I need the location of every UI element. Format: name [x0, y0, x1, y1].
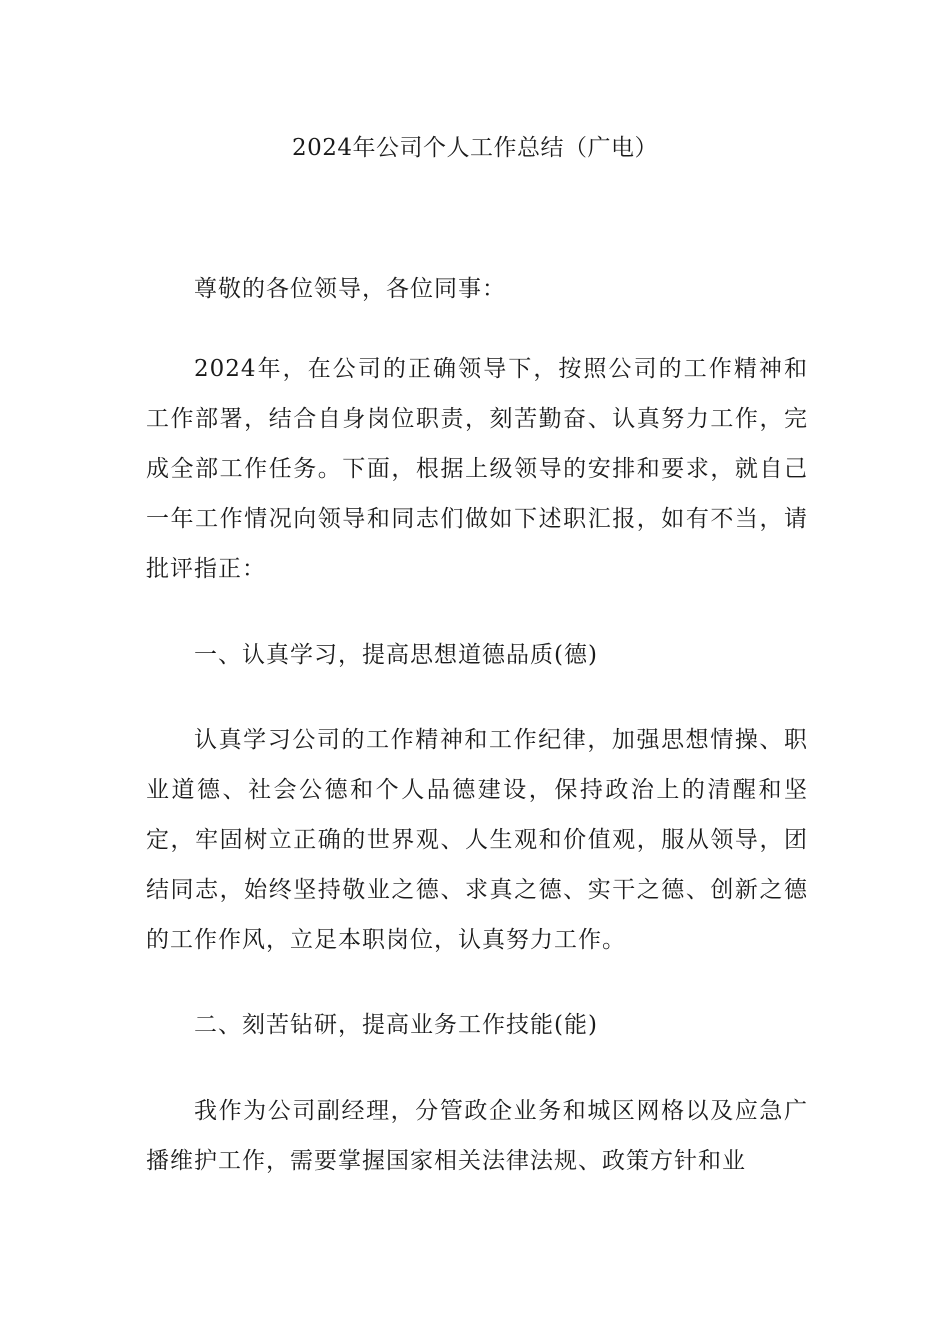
section-2-body: 我作为公司副经理，分管政企业务和城区网格以及应急广播维护工作，需要掌握国家相关法律法规、政策方针和业: [146, 1098, 808, 1174]
greeting-paragraph: 尊敬的各位领导，各位同事：: [194, 276, 506, 302]
intro-paragraph: 2024年，在公司的正确领导下，按照公司的工作精神和工作部署，结合自身岗位职责，刻苦勤奋、认真努力工作，完成全部工作任务。下面，根据上级领导的安排和要求，就自己一年工作情况向领导和同志们做如下述职汇报，如有不当，请批评指正：: [146, 356, 808, 582]
document-title: 2024年公司个人工作总结（广电）: [291, 135, 659, 161]
section-1-heading: 一、认真学习，提高思想道德品质(德): [194, 642, 598, 668]
section-1-body: 认真学习公司的工作精神和工作纪律，加强思想情操、职业道德、社会公德和个人品德建设，保持政治上的清醒和坚定，牢固树立正确的世界观、人生观和价值观，服从领导，团结同志，始终坚持敬业之德、求真之德、实干之德、创新之德的工作作风，立足本职岗位，认真努力工作。: [146, 727, 808, 953]
section-2-heading: 二、刻苦钻研，提高业务工作技能(能): [194, 1012, 598, 1038]
